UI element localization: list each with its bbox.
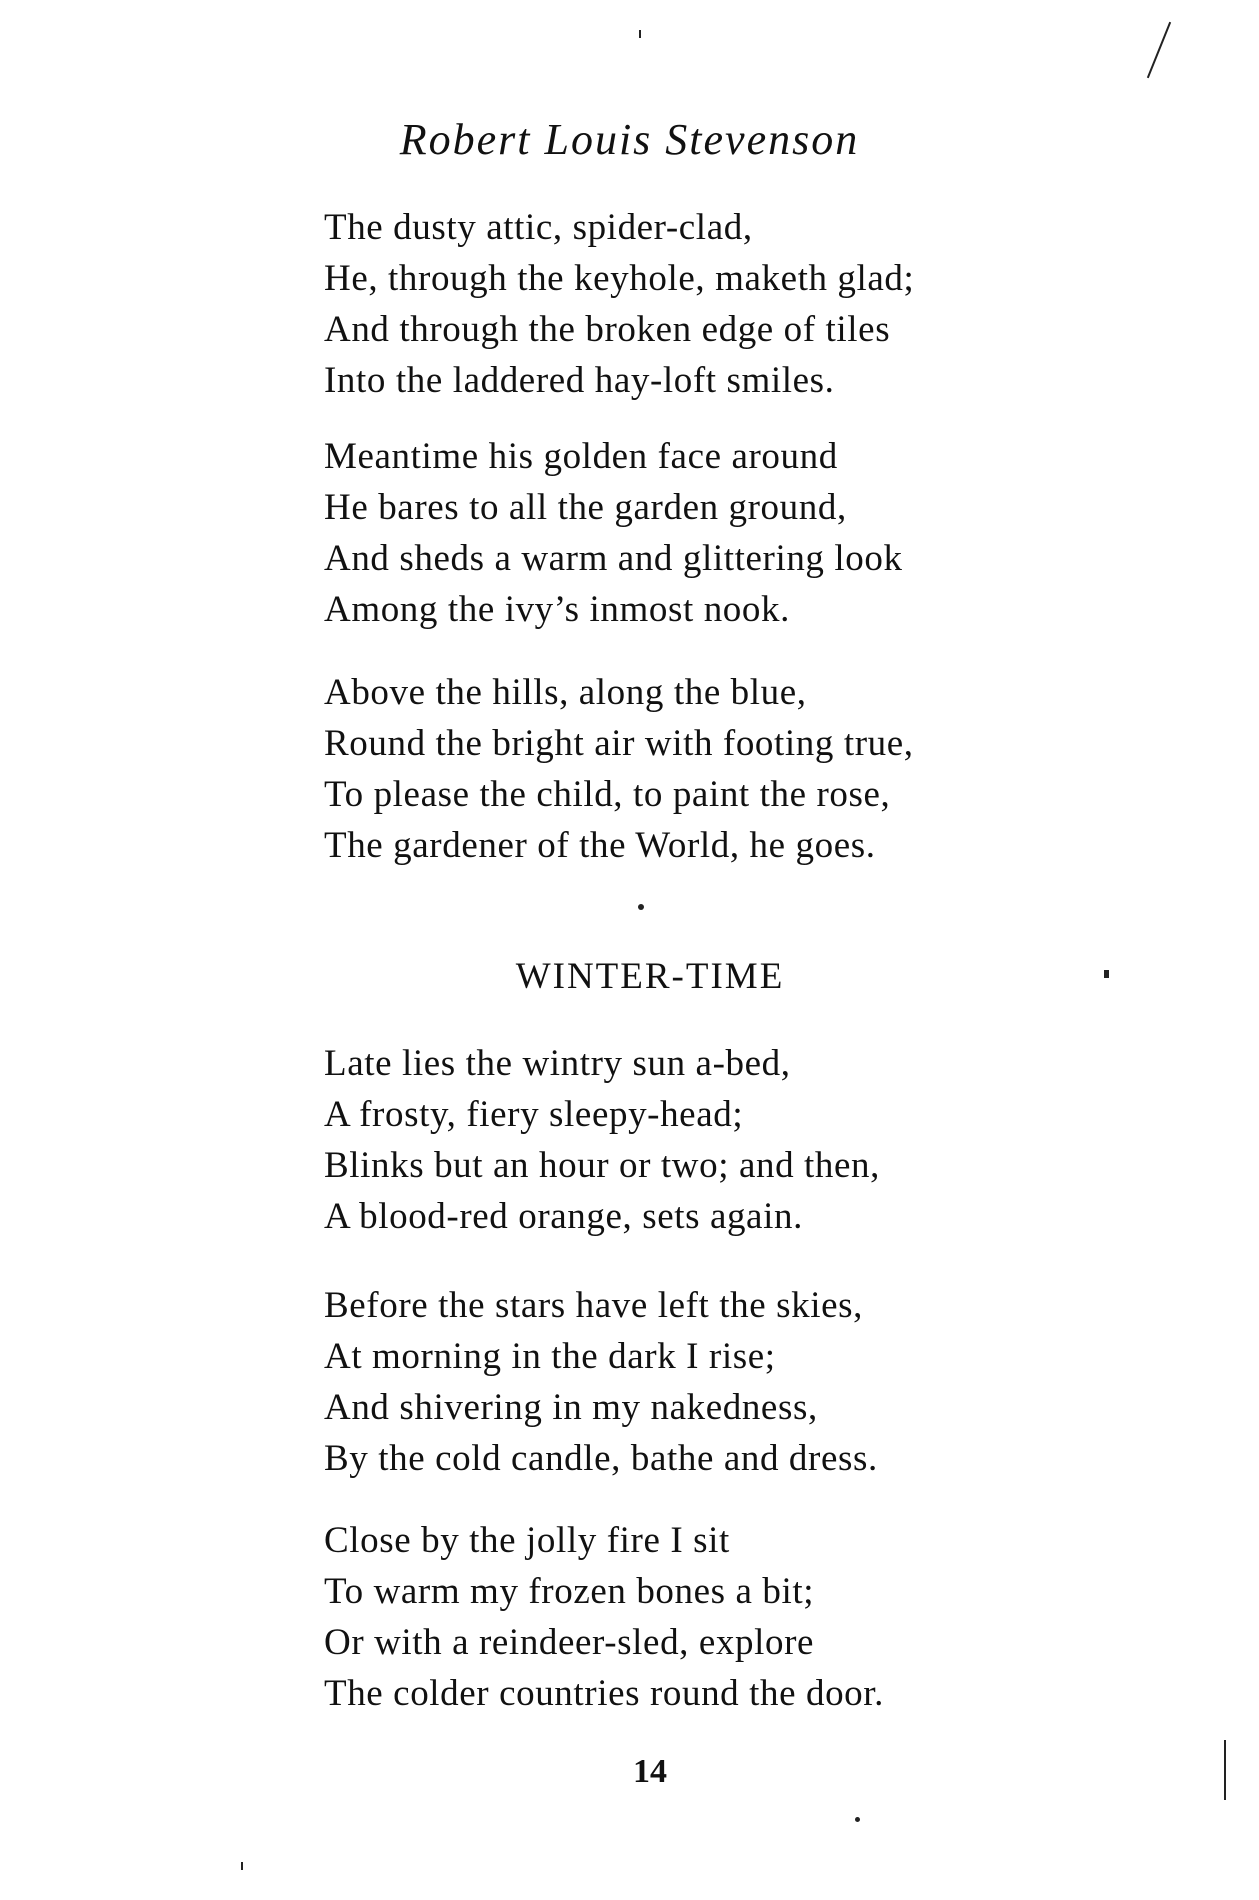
poem-line: The dusty attic, spider-clad, xyxy=(324,207,753,248)
poem-line: Blinks but an hour or two; and then, xyxy=(324,1145,880,1186)
poem-line: Among the ivy’s inmost nook. xyxy=(324,589,790,630)
poem-line: To please the child, to paint the rose, xyxy=(324,774,891,815)
poem-line: And through the broken edge of tiles xyxy=(324,309,891,350)
stanza-6 xyxy=(324,1515,884,1719)
scan-speck xyxy=(1104,970,1109,978)
poem-line: He, through the keyhole, maketh glad; xyxy=(324,258,915,299)
scan-stroke xyxy=(1147,22,1171,78)
stanza-5 xyxy=(324,1280,878,1484)
stanza-2 xyxy=(324,431,903,635)
poem-line: At morning in the dark I rise; xyxy=(324,1336,776,1377)
poem-line: Or with a reindeer-sled, explore xyxy=(324,1622,815,1663)
poem-line: Late lies the wintry sun a-bed, xyxy=(324,1043,791,1084)
scan-speck xyxy=(241,1862,243,1870)
poem-line: The gardener of the World, he goes. xyxy=(324,825,876,866)
poem-line: Round the bright air with footing true, xyxy=(324,723,914,764)
stanza-3 xyxy=(324,667,914,871)
scan-stroke xyxy=(1224,1740,1226,1800)
poem-line: Above the hills, along the blue, xyxy=(324,672,807,713)
stanza-1 xyxy=(324,202,914,406)
running-head: Robert Louis Stevenson xyxy=(399,115,860,164)
poem-line: A frosty, fiery sleepy-head; xyxy=(324,1094,744,1135)
poem-line: The colder countries round the door. xyxy=(324,1673,884,1714)
stanza-4 xyxy=(324,1038,880,1242)
scan-dot xyxy=(638,904,644,910)
poem-line: Close by the jolly fire I sit xyxy=(324,1520,730,1561)
poem-line: Meantime his golden face around xyxy=(324,436,838,477)
poem-line: Before the stars have left the skies, xyxy=(324,1285,863,1326)
poem-line: He bares to all the garden ground, xyxy=(324,487,847,528)
scan-speck xyxy=(639,30,641,38)
poem-line: By the cold candle, bathe and dress. xyxy=(324,1438,878,1479)
poem-title: WINTER-TIME xyxy=(515,956,785,997)
poem-line: To warm my frozen bones a bit; xyxy=(324,1571,815,1612)
poem-line: And shivering in my nakedness, xyxy=(324,1387,818,1428)
scan-dot xyxy=(855,1817,860,1822)
page-number: 14 xyxy=(633,1753,667,1790)
poem-line: Into the laddered hay-loft smiles. xyxy=(324,360,835,401)
poem-line: And sheds a warm and glittering look xyxy=(324,538,903,579)
poem-line: A blood-red orange, sets again. xyxy=(324,1196,803,1237)
